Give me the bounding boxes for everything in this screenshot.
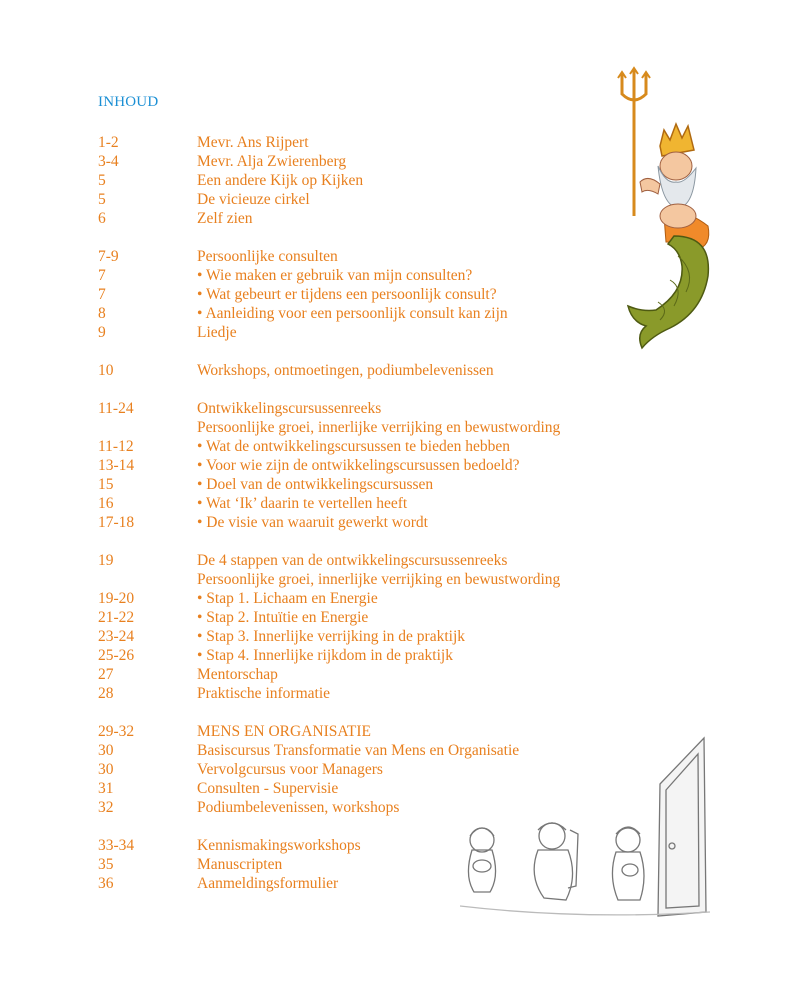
group-spacer: [98, 342, 618, 361]
toc-entry: [98, 304, 618, 323]
toc-entry-title: • Aanleiding voor een persoonlijk consult kan zijn: [197, 305, 508, 322]
toc-page-number: 27: [98, 666, 114, 683]
toc-page-number: 7: [98, 267, 106, 284]
toc-entry-title: De 4 stappen van de ontwikkelingscursussenreeks: [197, 552, 508, 569]
group-spacer: [98, 532, 618, 551]
toc-entry: [98, 665, 618, 684]
toc-page-number: 30: [98, 761, 114, 778]
toc-entry: [98, 513, 618, 532]
toc-entry: [98, 190, 618, 209]
toc-entry-title: • Stap 3. Innerlijke verrijking in de praktijk: [197, 628, 466, 645]
toc-entry-title: Kennismakingsworkshops: [197, 837, 361, 854]
toc-entry-title: Manuscripten: [197, 856, 283, 873]
toc-entry-title: Praktische informatie: [197, 685, 330, 702]
toc-entry: [98, 456, 618, 475]
toc-page-number: 5: [98, 172, 106, 189]
group-spacer: [98, 703, 618, 722]
toc-entry-title: • Stap 4. Innerlijke rijkdom in de praktijk: [197, 647, 453, 664]
toc-entry-title: • De visie van waaruit gewerkt wordt: [197, 514, 428, 531]
toc-entry-title: Persoonlijke groei, innerlijke verrijking en bewustwording: [197, 571, 561, 588]
toc-page-number: 29-32: [98, 723, 135, 740]
toc-page-number: 21-22: [98, 609, 135, 626]
toc-page-number: 3-4: [98, 153, 119, 170]
toc-entry-title: • Voor wie zijn de ontwikkelingscursussen bedoeld?: [197, 457, 520, 474]
toc-entry-title: De vicieuze cirkel: [197, 191, 310, 208]
toc-entry: [98, 399, 618, 418]
toc-entry-title: • Stap 2. Intuïtie en Energie: [197, 609, 369, 626]
toc-entry: [98, 627, 618, 646]
toc-page-number: 19-20: [98, 590, 135, 607]
toc-page-number: 32: [98, 799, 114, 816]
title-initial: I: [98, 94, 104, 110]
toc-entry: [98, 570, 618, 589]
toc-page-number: 31: [98, 780, 114, 797]
figure-middle: [534, 823, 578, 900]
group-spacer: [98, 380, 618, 399]
toc-page-number: 10: [98, 362, 114, 379]
toc-entry-title: • Wat gebeurt er tijdens een persoonlijk consult?: [197, 286, 497, 303]
toc-entry-title: Podiumbelevenissen, workshops: [197, 799, 400, 816]
toc-entry: [98, 209, 618, 228]
toc-entry-title: Aanmeldingsformulier: [197, 875, 339, 892]
toc-entry: [98, 247, 618, 266]
toc-entry-title: Persoonlijke groei, innerlijke verrijking en bewustwording: [197, 419, 561, 436]
toc-entry: [98, 646, 618, 665]
toc-entry: [98, 589, 618, 608]
toc-page-number: 19: [98, 552, 114, 569]
figure-left: [468, 828, 495, 892]
toc-entry-title: Mevr. Ans Rijpert: [197, 134, 309, 151]
fish-tail: [628, 236, 708, 348]
title-rest: NHOUD: [103, 94, 159, 110]
toc-entry: [98, 152, 618, 171]
toc-page-number: 33-34: [98, 837, 135, 854]
figure-right: [612, 827, 644, 900]
toc-entry: [98, 323, 618, 342]
toc-page-number: 23-24: [98, 628, 135, 645]
trident-icon: [618, 68, 650, 216]
toc-page-number: 7-9: [98, 248, 119, 265]
page-title: [98, 94, 158, 111]
toc-entry-title: • Wie maken er gebruik van mijn consulten?: [197, 267, 473, 284]
toc-page-number: 9: [98, 324, 106, 341]
toc-entry: [98, 133, 618, 152]
toc-page-number: 8: [98, 305, 106, 322]
toc-entry-title: • Wat de ontwikkelingscursussen te bieden hebben: [197, 438, 510, 455]
toc-page-number: 35: [98, 856, 114, 873]
toc-page-number: 13-14: [98, 457, 135, 474]
toc-entry: [98, 684, 618, 703]
neptune-mermaid-illustration: [612, 66, 722, 366]
toc-entry-title: Mevr. Alja Zwierenberg: [197, 153, 347, 170]
toc-entry: [98, 494, 618, 513]
toc-entry-title: Een andere Kijk op Kijken: [197, 172, 364, 189]
figures-and-door-illustration: [460, 736, 710, 920]
toc-page-number: 7: [98, 286, 106, 303]
toc-entry: [98, 475, 618, 494]
toc-entry: [98, 418, 618, 437]
toc-entry: [98, 437, 618, 456]
toc-page-number: 1-2: [98, 134, 119, 151]
toc-entry-title: Basiscursus Transformatie van Mens en Organisatie: [197, 742, 520, 759]
toc-entry: [98, 608, 618, 627]
toc-entry-title: MENS EN ORGANISATIE: [197, 723, 371, 740]
toc-entry: [98, 266, 618, 285]
toc-entry-title: Mentorschap: [197, 666, 278, 683]
toc-entry-title: Ontwikkelingscursussenreeks: [197, 400, 382, 417]
toc-entry: [98, 361, 618, 380]
toc-entry-title: Zelf zien: [197, 210, 253, 227]
toc-entry-title: Vervolgcursus voor Managers: [197, 761, 383, 778]
toc-entry-title: • Wat ‘Ik’ daarin te vertellen heeft: [197, 495, 408, 512]
toc-entry-title: Liedje: [197, 324, 237, 341]
toc-page-number: 30: [98, 742, 114, 759]
toc-page-number: 11-12: [98, 438, 134, 455]
toc-entry-title: Persoonlijke consulten: [197, 248, 338, 265]
toc-page-number: 17-18: [98, 514, 135, 531]
toc-entry: [98, 551, 618, 570]
toc-page-number: 25-26: [98, 647, 135, 664]
toc-entry-title: Workshops, ontmoetingen, podiumbelevenissen: [197, 362, 494, 379]
toc-entry-title: Consulten - Supervisie: [197, 780, 339, 797]
toc-page-number: 28: [98, 685, 114, 702]
toc-page-number: 11-24: [98, 400, 134, 417]
crown-icon: [660, 124, 694, 156]
toc-entry: [98, 171, 618, 190]
toc-entry-title: • Doel van de ontwikkelingscursussen: [197, 476, 434, 493]
toc-page-number: 6: [98, 210, 106, 227]
toc-entry: [98, 285, 618, 304]
toc-page-number: 16: [98, 495, 114, 512]
toc-page-number: 5: [98, 191, 106, 208]
toc-page-number: 15: [98, 476, 114, 493]
group-spacer: [98, 228, 618, 247]
toc-page-number: 36: [98, 875, 114, 892]
toc-entry-title: • Stap 1. Lichaam en Energie: [197, 590, 378, 607]
